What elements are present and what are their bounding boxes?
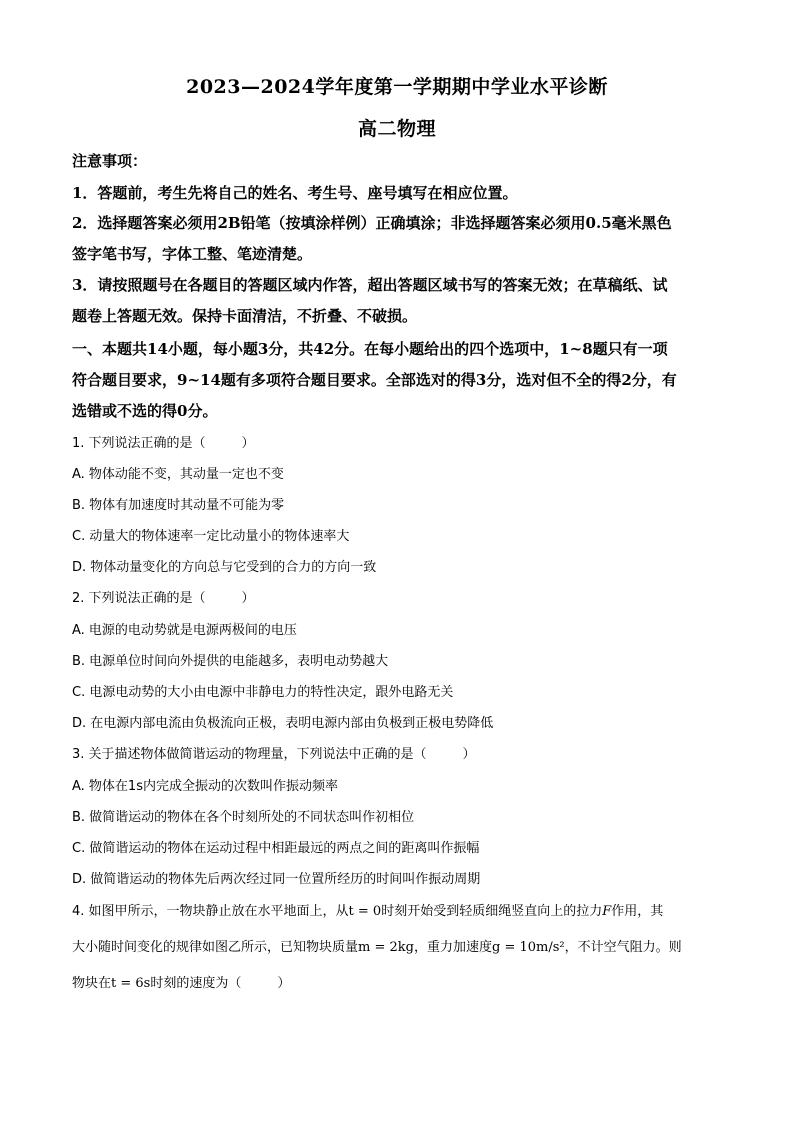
question-2-option-c: C. 电源电动势的大小由电源中非静电力的特性决定，跟外电路无关 bbox=[72, 685, 454, 700]
notice-item-2-line-2: 签字笔书写，字体工整、笔迹清楚。 bbox=[72, 245, 313, 263]
question-2-option-a: A. 电源的电动势就是电源两极间的电压 bbox=[72, 623, 297, 638]
question-3-option-b: B. 做简谐运动的物体在各个时刻所处的不同状态叫作初相位 bbox=[72, 810, 415, 825]
question-2-option-b: B. 电源单位时间向外提供的电能越多，表明电动势越大 bbox=[72, 654, 389, 669]
question-1-stem-text: 1. 下列说法正确的是（ bbox=[72, 436, 206, 451]
time-zero-formula: t = 0 bbox=[348, 904, 382, 919]
question-4-text-4: 大小随时间变化的规律如图乙所示，已知物块质量 bbox=[72, 940, 359, 955]
question-3-option-c: C. 做简谐运动的物体在运动过程中相距最远的两点之间的距离叫作振幅 bbox=[72, 841, 480, 856]
question-3-stem-text: 3. 关于描述物体做简谐运动的物理量，下列说法中正确的是（ bbox=[72, 747, 427, 762]
question-4-stem-line-1 bbox=[72, 900, 732, 919]
question-2-stem-close: ） bbox=[241, 591, 255, 606]
notice-item-2-line-1: 2．选择题答案必须用2B铅笔（按填涂样例）正确填涂；非选择题答案必须用0.5毫米黑色 bbox=[72, 214, 672, 232]
notice-item-1: 1．答题前，考生先将自己的姓名、考生号、座号填写在相应位置。 bbox=[72, 184, 518, 202]
question-1-stem-close: ） bbox=[241, 436, 255, 451]
exam-title: 2023—2024学年度第一学期期中学业水平诊断 bbox=[186, 76, 608, 98]
question-3-option-a: A. 物体在1s内完成全振动的次数叫作振动频率 bbox=[72, 779, 338, 794]
question-2-option-d: D. 在电源内部电流由负极流向正极，表明电源内部由负极到正极电势降低 bbox=[72, 716, 494, 731]
notice-item-3-line-2: 题卷上答题无效。保持卡面清洁，不折叠、不破损。 bbox=[72, 307, 418, 325]
question-4-text-3: 作用，其 bbox=[611, 904, 664, 919]
notice-heading: 注意事项： bbox=[72, 152, 148, 170]
question-3-stem-close: ） bbox=[462, 747, 476, 762]
question-1-option-a: A. 物体动能不变，其动量一定也不变 bbox=[72, 467, 284, 482]
force-symbol: F bbox=[602, 904, 612, 919]
question-1-option-c: C. 动量大的物体速率一定比动量小的物体速率大 bbox=[72, 529, 350, 544]
question-3-stem bbox=[72, 743, 732, 762]
time-six-formula: t = 6s bbox=[111, 976, 151, 991]
question-4-text-8: 时刻的速度为（ bbox=[150, 976, 242, 991]
question-4-text-2: 时刻开始受到轻质细绳竖直向上的拉力 bbox=[381, 904, 603, 919]
question-3-option-d: D. 做简谐运动的物体先后两次经过同一位置所经历的时间叫作振动周期 bbox=[72, 872, 481, 887]
section-1-instructions-line-3: 选错或不选的得0分。 bbox=[72, 402, 218, 420]
question-1-option-b: B. 物体有加速度时其动量不可能为零 bbox=[72, 498, 285, 513]
gravity-formula: g = 10m/s² bbox=[492, 940, 565, 955]
question-1-option-d: D. 物体动量变化的方向总与它受到的合力的方向一致 bbox=[72, 560, 377, 575]
question-4-text-6: ，不计空气阻力。则 bbox=[564, 940, 682, 955]
question-4-stem-line-2 bbox=[72, 936, 732, 955]
exam-subject: 高二物理 bbox=[357, 118, 436, 140]
section-1-instructions-line-2: 符合题目要求，9~14题有多项符合题目要求。全部选对的得3分，选对但不全的得2分，有 bbox=[72, 371, 677, 389]
question-2-stem-text: 2. 下列说法正确的是（ bbox=[72, 591, 206, 606]
question-4-text-1: 4. 如图甲所示，一物块静止放在水平地面上，从 bbox=[72, 904, 349, 919]
question-1-stem bbox=[72, 432, 732, 451]
question-4-text-5: ，重力加速度 bbox=[413, 940, 492, 955]
mass-formula: m = 2kg bbox=[358, 940, 414, 955]
section-1-instructions-line-1: 一、本题共14小题，每小题3分，共42分。在每小题给出的四个选项中，1~8题只有一项 bbox=[72, 340, 668, 358]
question-2-stem bbox=[72, 587, 732, 606]
question-4-stem-line-3 bbox=[72, 972, 732, 991]
question-4-close: ） bbox=[277, 976, 291, 991]
question-4-text-7: 物块在 bbox=[72, 976, 112, 991]
notice-item-3-line-1: 3．请按照题号在各题目的答题区域内作答，超出答题区域书写的答案无效；在草稿纸、试 bbox=[72, 276, 668, 294]
